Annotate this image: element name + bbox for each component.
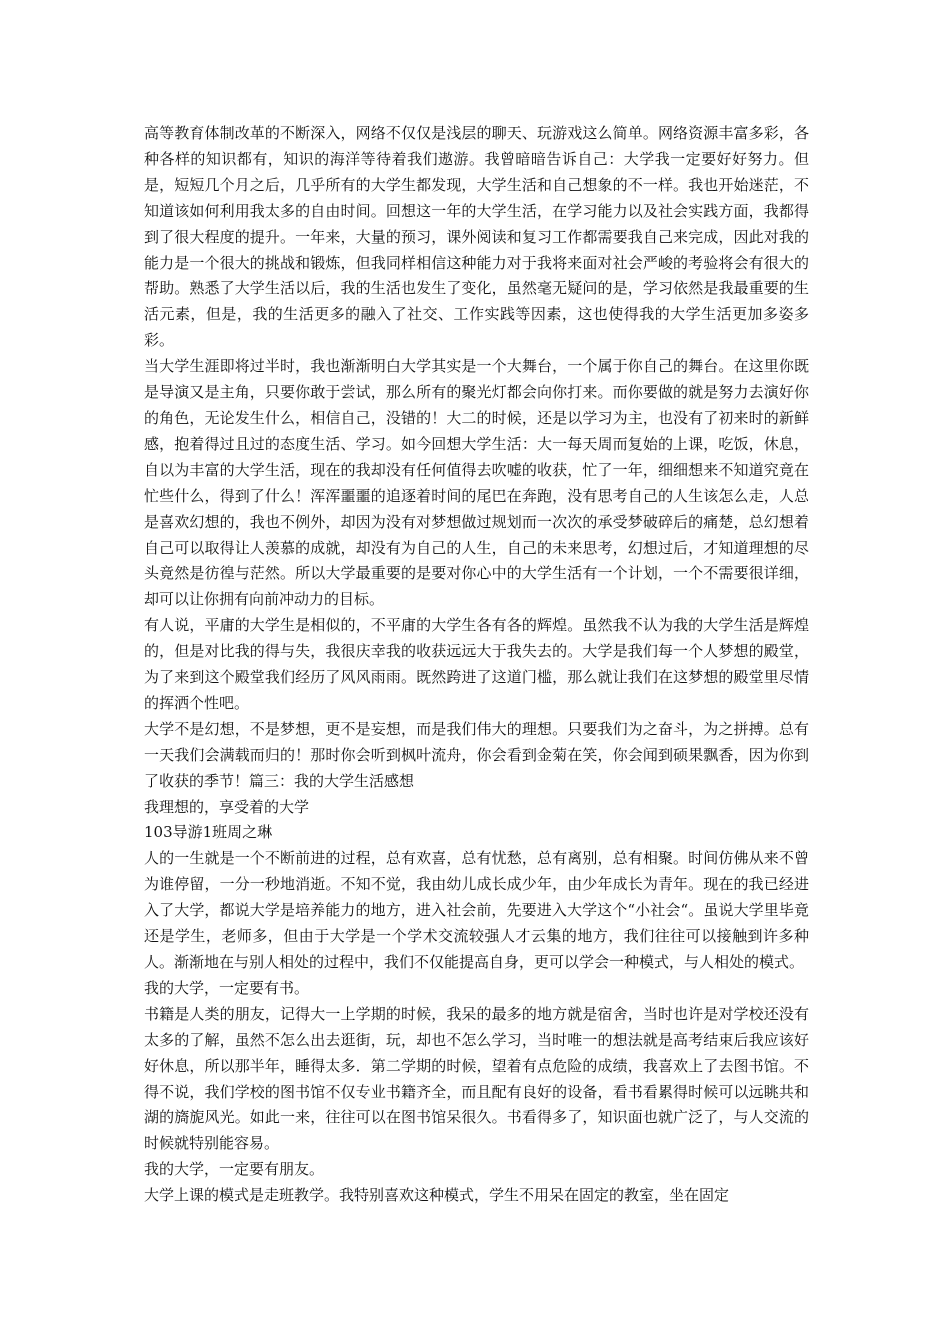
paragraph-5: 人的一生就是一个不断前进的过程，总有欢喜，总有忧愁，总有离别，总有相聚。时间仿佛从来不曾为谁停留，一分一秒地消逝。不知不觉，我由幼儿成长成少年，由少年成长为青年。现在的我已经进入了大学，都说大学是培养能力的地方，进入社会前，先要进入大学这个“小社会“。虽说大学里毕竟还是学生，老师多，但由于大学是一个学术交流较强人才云集的地方，我们往往可以接触到许多种人。渐渐地在与别人相处的过程中，我们不仅能提高自身，更可以学会一种模式，与人相处的模式。	[144, 849, 809, 971]
paragraph-6: 书籍是人类的朋友，记得大一上学期的时候，我呆的最多的地方就是宿舍，当时也许是对学校还没有太多的了解，虽然不怎么出去逛街，玩，却也不怎么学习，当时唯一的想法就是高考结束后我应该好好休息，所以那半年，睡得太多．第二学期的时候，望着有点危险的成绩，我喜欢上了去图书馆。不得不说，我们学校的图书馆不仅专业书籍齐全，而且配有良好的设备，看书看累得时候可以远眺共和湖的旖旎风光。如此一来，往往可以在图书馆呆很久。书看得多了，知识面也就广泛了，与人交流的时候就特别能容易。	[144, 1004, 809, 1153]
subheading-friends: 我的大学，一定要有朋友。	[144, 1160, 325, 1179]
author-line: 103导游1班周之琳	[144, 823, 273, 842]
paragraph-7: 大学上课的模式是走班教学。我特别喜欢这种模式，学生不用呆在固定的教室，坐在固定	[144, 1186, 730, 1205]
paragraph-1: 高等教育体制改革的不断深入，网络不仅仅是浅层的聊天、玩游戏这么简单。网络资源丰富多彩，各种各样的知识都有，知识的海洋等待着我们遨游。我曾暗暗告诉自己：大学我一定要好好努力。但是，短短几个月之后，几乎所有的大学生都发现，大学生活和自己想象的不一样。我也开始迷茫，不知道该如何利用我太多的自由时间。回想这一年的大学生活，在学习能力以及社会实践方面，我都得到了很大程度的提升。一年来，大量的预习，课外阅读和复习工作都需要我自己来完成，因此对我的能力是一个很大的挑战和锻炼，但我同样相信这种能力对于我将来面对社会严峻的考验将会有很大的帮助。熟悉了大学生活以后，我的生活也发生了变化，虽然毫无疑问的是，学习依然是我最重要的生活元素，但是，我的生活更多的融入了社交、工作实践等因素，这也使得我的大学生活更加多姿多彩。	[144, 124, 809, 350]
subheading-books: 我的大学，一定要有书。	[144, 978, 310, 997]
paragraph-4: 大学不是幻想，不是梦想，更不是妄想，而是我们伟大的理想。只要我们为之奋斗，为之拼搏。总有一天我们会满载而归的！那时你会听到枫叶流舟，你会看到金菊在笑，你会闻到硕果飘香，因为你到了收获的季节！篇三：我的大学生活感想	[144, 719, 809, 790]
section-heading: 我理想的，享受着的大学	[144, 797, 310, 816]
paragraph-2: 当大学生涯即将过半时，我也渐渐明白大学其实是一个大舞台，一个属于你自己的舞台。在这里你既是导演又是主角，只要你敢于尝试，那么所有的聚光灯都会向你打来。而你要做的就是努力去演好你的角色，无论发生什么，相信自己，没错的！大二的时候，还是以学习为主，也没有了初来时的新鲜感，抱着得过且过的态度生活、学习。如今回想大学生活：大一每天周而复始的上课，吃饭，休息，自以为丰富的大学生活，现在的我却没有任何值得去吹嘘的收获，忙了一年，细细想来不知道究竟在忙些什么，得到了什么！浑浑噩噩的追逐着时间的尾巴在奔跑，没有思考自己的人生该怎么走，人总是喜欢幻想的，我也不例外，却因为没有对梦想做过规划而一次次的承受梦破碎后的痛楚，总幻想着自己可以取得让人羡慕的成就，却没有为自己的人生，自己的未来思考，幻想过后，才知道理想的尽头竟然是彷徨与茫然。所以大学最重要的是要对你心中的大学生活有一个计划，一个不需要很详细，却可以让你拥有向前冲动力的目标。	[144, 357, 809, 609]
paragraph-3: 有人说，平庸的大学生是相似的，不平庸的大学生各有各的辉煌。虽然我不认为我的大学生活是辉煌的，但是对比我的得与失，我很庆幸我的收获远远大于我失去的。大学是我们每一个人梦想的殿堂，为了来到这个殿堂我们经历了风风雨雨。既然跨进了这道门槛，那么就让我们在这梦想的殿堂里尽情的挥洒个性吧。	[144, 616, 809, 712]
document-body	[144, 121, 809, 1209]
